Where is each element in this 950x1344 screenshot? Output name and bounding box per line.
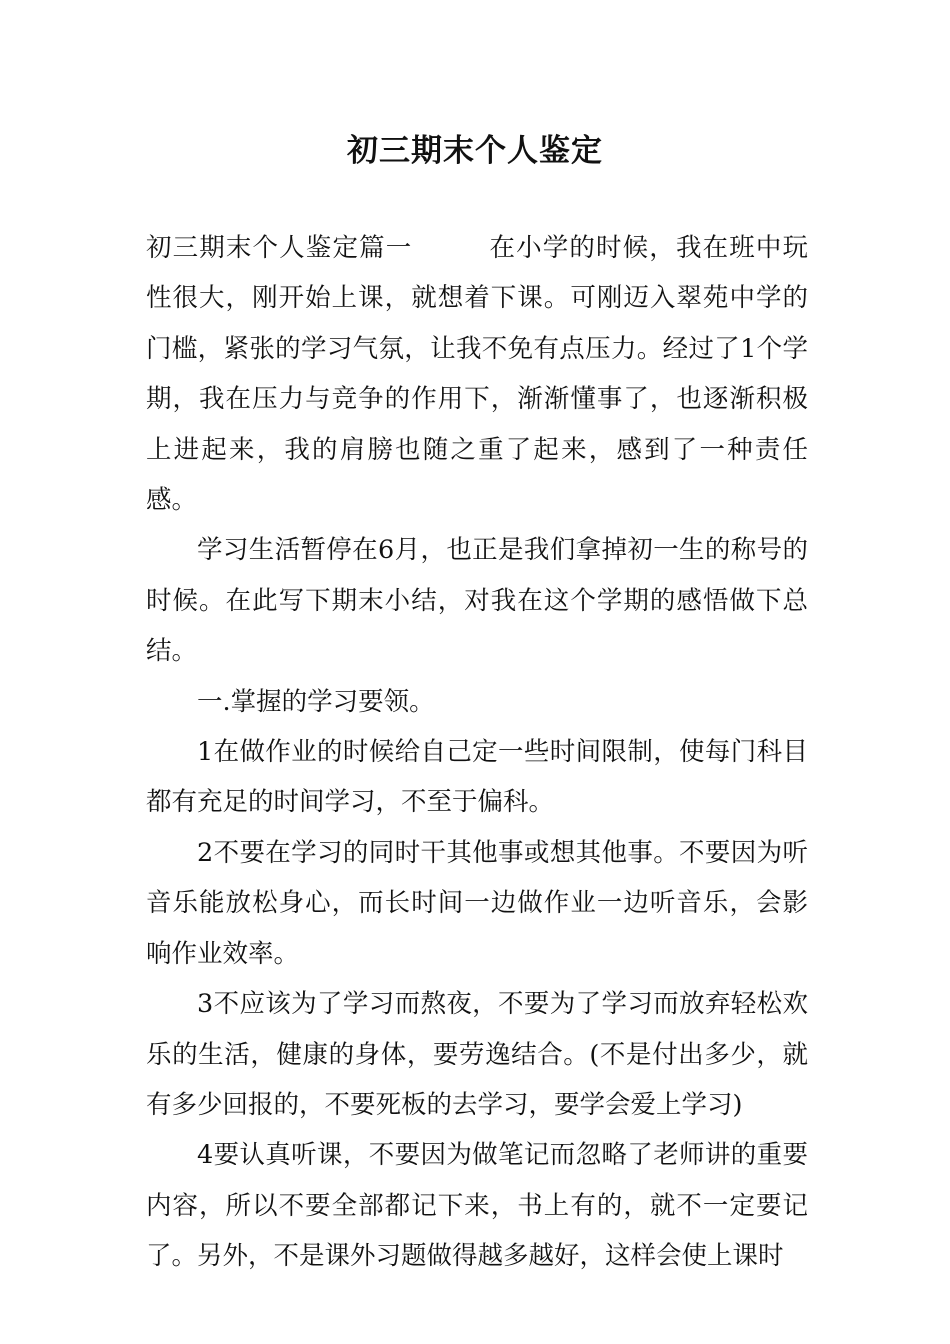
section-heading: 一.掌握的学习要领。 [197, 686, 435, 717]
paragraph-text: 在小学的时候，我在班中玩性很大，刚开始上课，就想着下课。可刚迈入翠苑中学的门槛，紧张的学习气氛，让我不免有点压力。经过了1个学期，我在压力与竞争的作用下，渐渐懂事了，也逐渐积极上进起来，我的肩膀也随之重了起来，感到了一种责任感。 [146, 233, 808, 516]
document-body [146, 223, 808, 1282]
paragraph: 1在做作业的时候给自己定一些时间限制，使每门科目都有充足的时间学习，不至于偏科。 [146, 737, 808, 818]
paragraph: 4要认真听课，不要因为做笔记而忽略了老师讲的重要内容，所以不要全部都记下来，书上有的，就不一定要记了。另外，不是课外习题做得越多越好，这样会使上课时 [146, 1140, 808, 1272]
paragraph: 3不应该为了学习而熬夜，不要为了学习而放弃轻松欢乐的生活，健康的身体，要劳逸结合。(不是付出多少，就有多少回报的，不要死板的去学习，要学会爱上学习) [146, 989, 808, 1120]
paragraph: 2不要在学习的同时干其他事或想其他事。不要因为听音乐能放松身心，而长时间一边做作业一边听音乐，会影响作业效率。 [146, 837, 808, 969]
document-title: 初三期末个人鉴定 [347, 133, 603, 169]
paragraph-intro [146, 223, 808, 525]
paragraph: 学习生活暂停在6月，也正是我们拿掉初一生的称号的时候。在此写下期末小结，对我在这个学期的感悟做下总结。 [146, 535, 808, 667]
intro-heading: 初三期末个人鉴定篇一 [146, 233, 413, 263]
